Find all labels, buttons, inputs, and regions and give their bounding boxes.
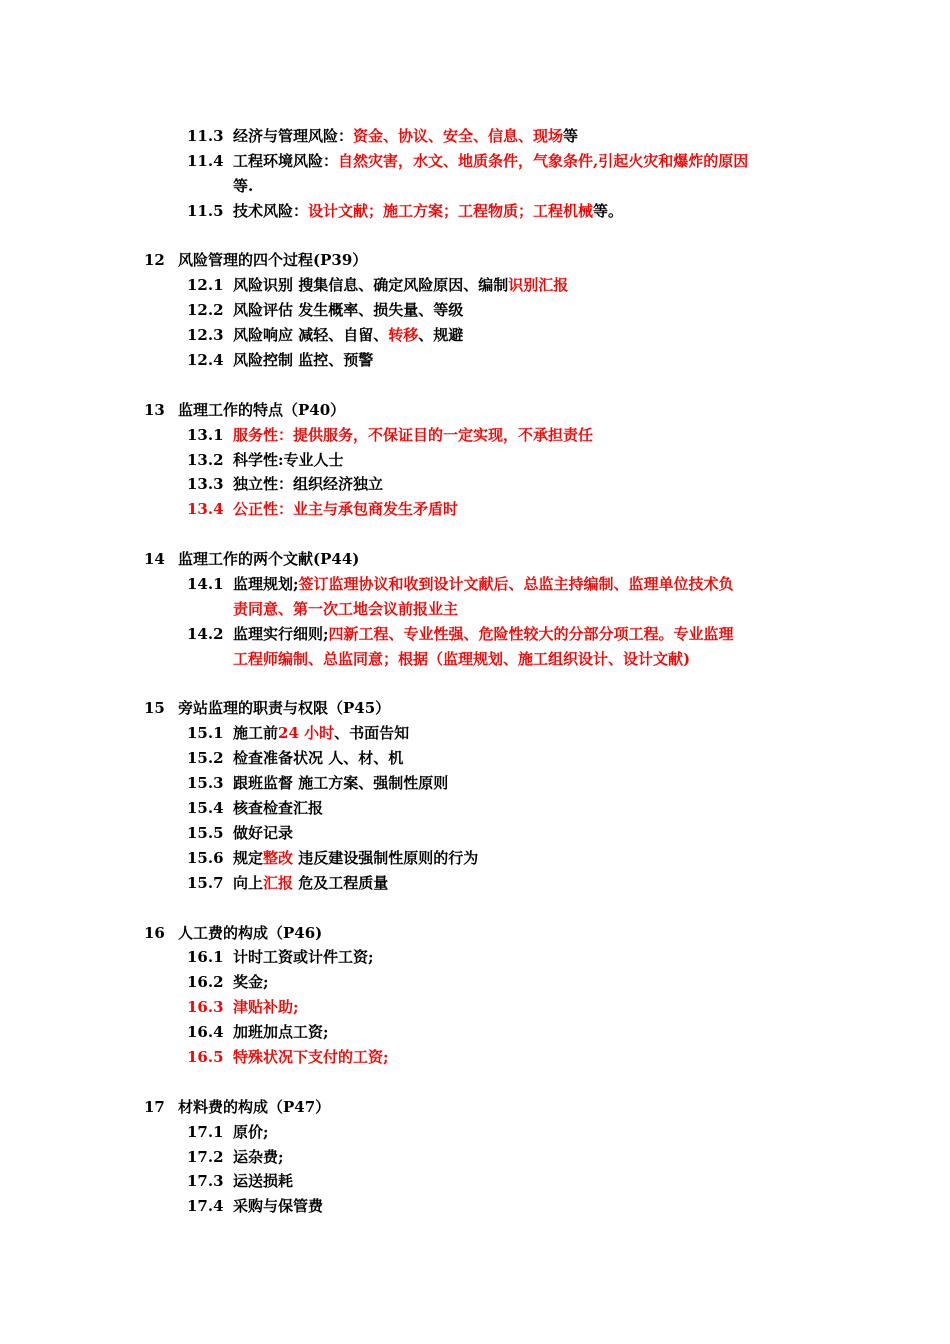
item-text [233,1020,329,1045]
item-number: 13.2 [187,450,224,469]
text-segment: 跟班监督 施工方案、强制性原则 [233,774,449,793]
item-text [233,622,734,647]
item-number: 17 [144,1097,165,1116]
item-text [233,348,373,373]
item-number: 17.3 [187,1172,224,1191]
item-number: 14.1 [187,575,224,594]
text-segment: 监理实行细则; [233,624,329,643]
item-number: 12.3 [187,326,224,345]
section-heading [0,547,950,572]
item-number: 13 [144,400,165,419]
list-item [0,846,950,871]
list-item [0,1169,950,1194]
blank-line [0,672,950,697]
item-text [233,1120,269,1145]
item-text [233,821,293,846]
item-number: 16.3 [187,998,224,1017]
text-segment: 加班加点工资; [233,1023,329,1042]
list-item [0,1145,950,1170]
text-segment: 、书面告知 [334,724,410,743]
text-segment: 运杂费; [233,1147,284,1166]
item-number: 14.2 [187,624,224,643]
text-segment: 等. [233,176,254,195]
item-number: 13.3 [187,475,224,494]
highlighted-text: 自然灾害，水文、地质条件，气象条件,引起火灾和爆炸的原因 [338,151,749,170]
text-segment: 监理工作的两个文献(P44) [178,550,360,569]
item-text [233,423,593,448]
highlighted-text: 特殊状况下支付的工资; [233,1047,389,1066]
item-number: 12 [144,251,165,270]
list-item [0,1020,950,1045]
list-item [0,124,950,149]
text-segment: 核查检查汇报 [233,799,324,818]
list-item [0,1194,950,1219]
text-segment: 监理工作的特点（P40） [178,400,346,419]
item-text [233,995,299,1020]
item-text [233,721,409,746]
item-text [233,1169,293,1194]
item-number: 12.4 [187,351,224,370]
list-item [0,448,950,473]
item-text [178,248,367,273]
text-segment: 独立性：组织经济独立 [233,475,384,494]
text-segment: 采购与保管费 [233,1197,324,1216]
item-number: 15.5 [187,823,224,842]
text-segment: 、规避 [418,326,464,345]
text-segment: 检查准备状况 人、材、机 [233,749,404,768]
item-number: 15 [144,699,165,718]
highlighted-text: 服务性：提供服务，不保证目的一定实现，不承担责任 [233,425,594,444]
blank-line [0,1070,950,1095]
item-text [233,1145,284,1170]
blank-line [0,224,950,249]
text-segment: 风险控制 监控、预警 [233,351,374,370]
item-text [233,124,578,149]
item-number: 14 [144,550,165,569]
item-number: 13.4 [187,500,224,519]
list-item [0,298,950,323]
item-number: 17.2 [187,1147,224,1166]
item-number: 15.2 [187,749,224,768]
item-text [233,1045,389,1070]
list-item [0,273,950,298]
text-segment: 旁站监理的职责与权限（P45） [178,699,391,718]
list-item [0,796,950,821]
list-item [0,149,950,174]
item-number: 17.4 [187,1197,224,1216]
item-number: 12.2 [187,301,224,320]
list-item [0,1120,950,1145]
item-number: 15.3 [187,774,224,793]
item-number: 15.7 [187,873,224,892]
highlighted-text: 整改 [263,848,294,867]
list-item [0,622,950,647]
text-segment: 风险识别 搜集信息、确定风险原因、编制 [233,276,509,295]
text-segment: 奖金; [233,973,269,992]
item-number: 16.2 [187,973,224,992]
list-item [0,945,950,970]
list-item [0,472,950,497]
list-item [0,821,950,846]
item-text [233,871,388,896]
section-heading [0,1095,950,1120]
list-item [0,871,950,896]
text-segment: 风险管理的四个过程(P39） [178,251,368,270]
item-text [233,970,269,995]
item-text [233,174,253,199]
section-heading [0,398,950,423]
list-item [0,970,950,995]
text-segment: 等 [563,127,579,145]
list-item-continuation [0,597,950,622]
text-segment: 规定 [233,848,264,867]
item-number: 11.4 [187,151,224,170]
item-text [233,472,383,497]
item-number: 15.4 [187,799,224,818]
highlighted-text: 设计文献；施工方案；工程物质；工程机械 [308,201,594,220]
item-number: 12.1 [187,276,224,295]
list-item [0,771,950,796]
item-text [233,846,478,871]
list-item [0,199,950,224]
list-item [0,572,950,597]
item-number: 11.5 [187,201,224,220]
blank-line [0,522,950,547]
item-text [233,796,323,821]
text-segment: 风险响应 减轻、自留、 [233,326,389,345]
text-segment: 计时工资或计件工资; [233,948,374,967]
item-number: 17.1 [187,1122,224,1141]
list-item [0,746,950,771]
item-text [233,1194,323,1219]
highlighted-text: 转移 [388,326,419,345]
text-segment: 原价; [233,1122,269,1141]
item-text [178,696,390,721]
item-text [233,597,458,622]
highlighted-text: 责同意、第一次工地会议前报业主 [233,599,459,618]
text-segment: 向上 [233,873,264,892]
text-segment: 经济与管理风险： [233,127,354,145]
item-text [233,273,568,298]
text-segment: 做好记录 [233,823,294,842]
list-item [0,497,950,522]
highlighted-text: 汇报 [263,873,294,892]
item-text [233,746,403,771]
item-number: 16 [144,923,165,942]
item-text [233,572,734,597]
highlighted-text: 24 小时 [278,724,335,743]
item-text [233,647,690,672]
highlighted-text: 识别汇报 [508,276,569,295]
list-item [0,995,950,1020]
text-segment: 人工费的构成（P46) [178,923,323,942]
text-segment: 施工前 [233,724,279,743]
item-number: 16.1 [187,948,224,967]
item-text [233,945,374,970]
list-item [0,423,950,448]
item-text [233,497,458,522]
item-number: 13.1 [187,425,224,444]
list-item [0,348,950,373]
text-segment: 工程环境风险： [233,151,339,170]
text-segment: 监理规划; [233,575,299,594]
item-number: 15.6 [187,848,224,867]
text-segment: 风险评估 发生概率、损失量、等级 [233,301,464,320]
item-number: 11.3 [187,127,224,145]
document-body [0,124,950,1219]
item-text [233,199,623,224]
item-text [233,771,448,796]
item-text [178,398,345,423]
blank-line [0,373,950,398]
item-number: 15.1 [187,724,224,743]
blank-line [0,896,950,921]
item-text [178,547,359,572]
item-text [178,1095,330,1120]
item-text [233,149,748,174]
item-text [233,448,344,473]
text-segment: 技术风险： [233,201,309,220]
section-heading [0,248,950,273]
highlighted-text: 四新工程、专业性强、危险性较大的分部分项工程。专业监理 [328,624,734,643]
item-text [233,323,463,348]
item-number: 16.4 [187,1023,224,1042]
section-heading [0,696,950,721]
text-segment: 材料费的构成（P47） [178,1097,331,1116]
list-item [0,1045,950,1070]
list-item [0,721,950,746]
item-text [233,298,463,323]
text-segment: 等。 [593,201,624,220]
text-segment: 科学性:专业人士 [233,450,344,469]
highlighted-text: 资金、协议、安全、信息、现场 [353,127,564,145]
text-segment: 违反建设强制性原则的行为 [293,848,479,867]
section-heading [0,921,950,946]
item-text [178,921,322,946]
highlighted-text: 津贴补助; [233,998,299,1017]
text-segment: 运送损耗 [233,1172,294,1191]
highlighted-text: 公正性：业主与承包商发生矛盾时 [233,500,459,519]
highlighted-text: 签订监理协议和收到设计文献后、总监主持编制、监理单位技术负 [298,575,734,594]
list-item-continuation [0,174,950,199]
list-item [0,323,950,348]
text-segment: 危及工程质量 [293,873,389,892]
highlighted-text: 工程师编制、总监同意；根据（监理规划、施工组织设计、设计文献) [233,649,691,668]
item-number: 16.5 [187,1047,224,1066]
list-item-continuation [0,647,950,672]
